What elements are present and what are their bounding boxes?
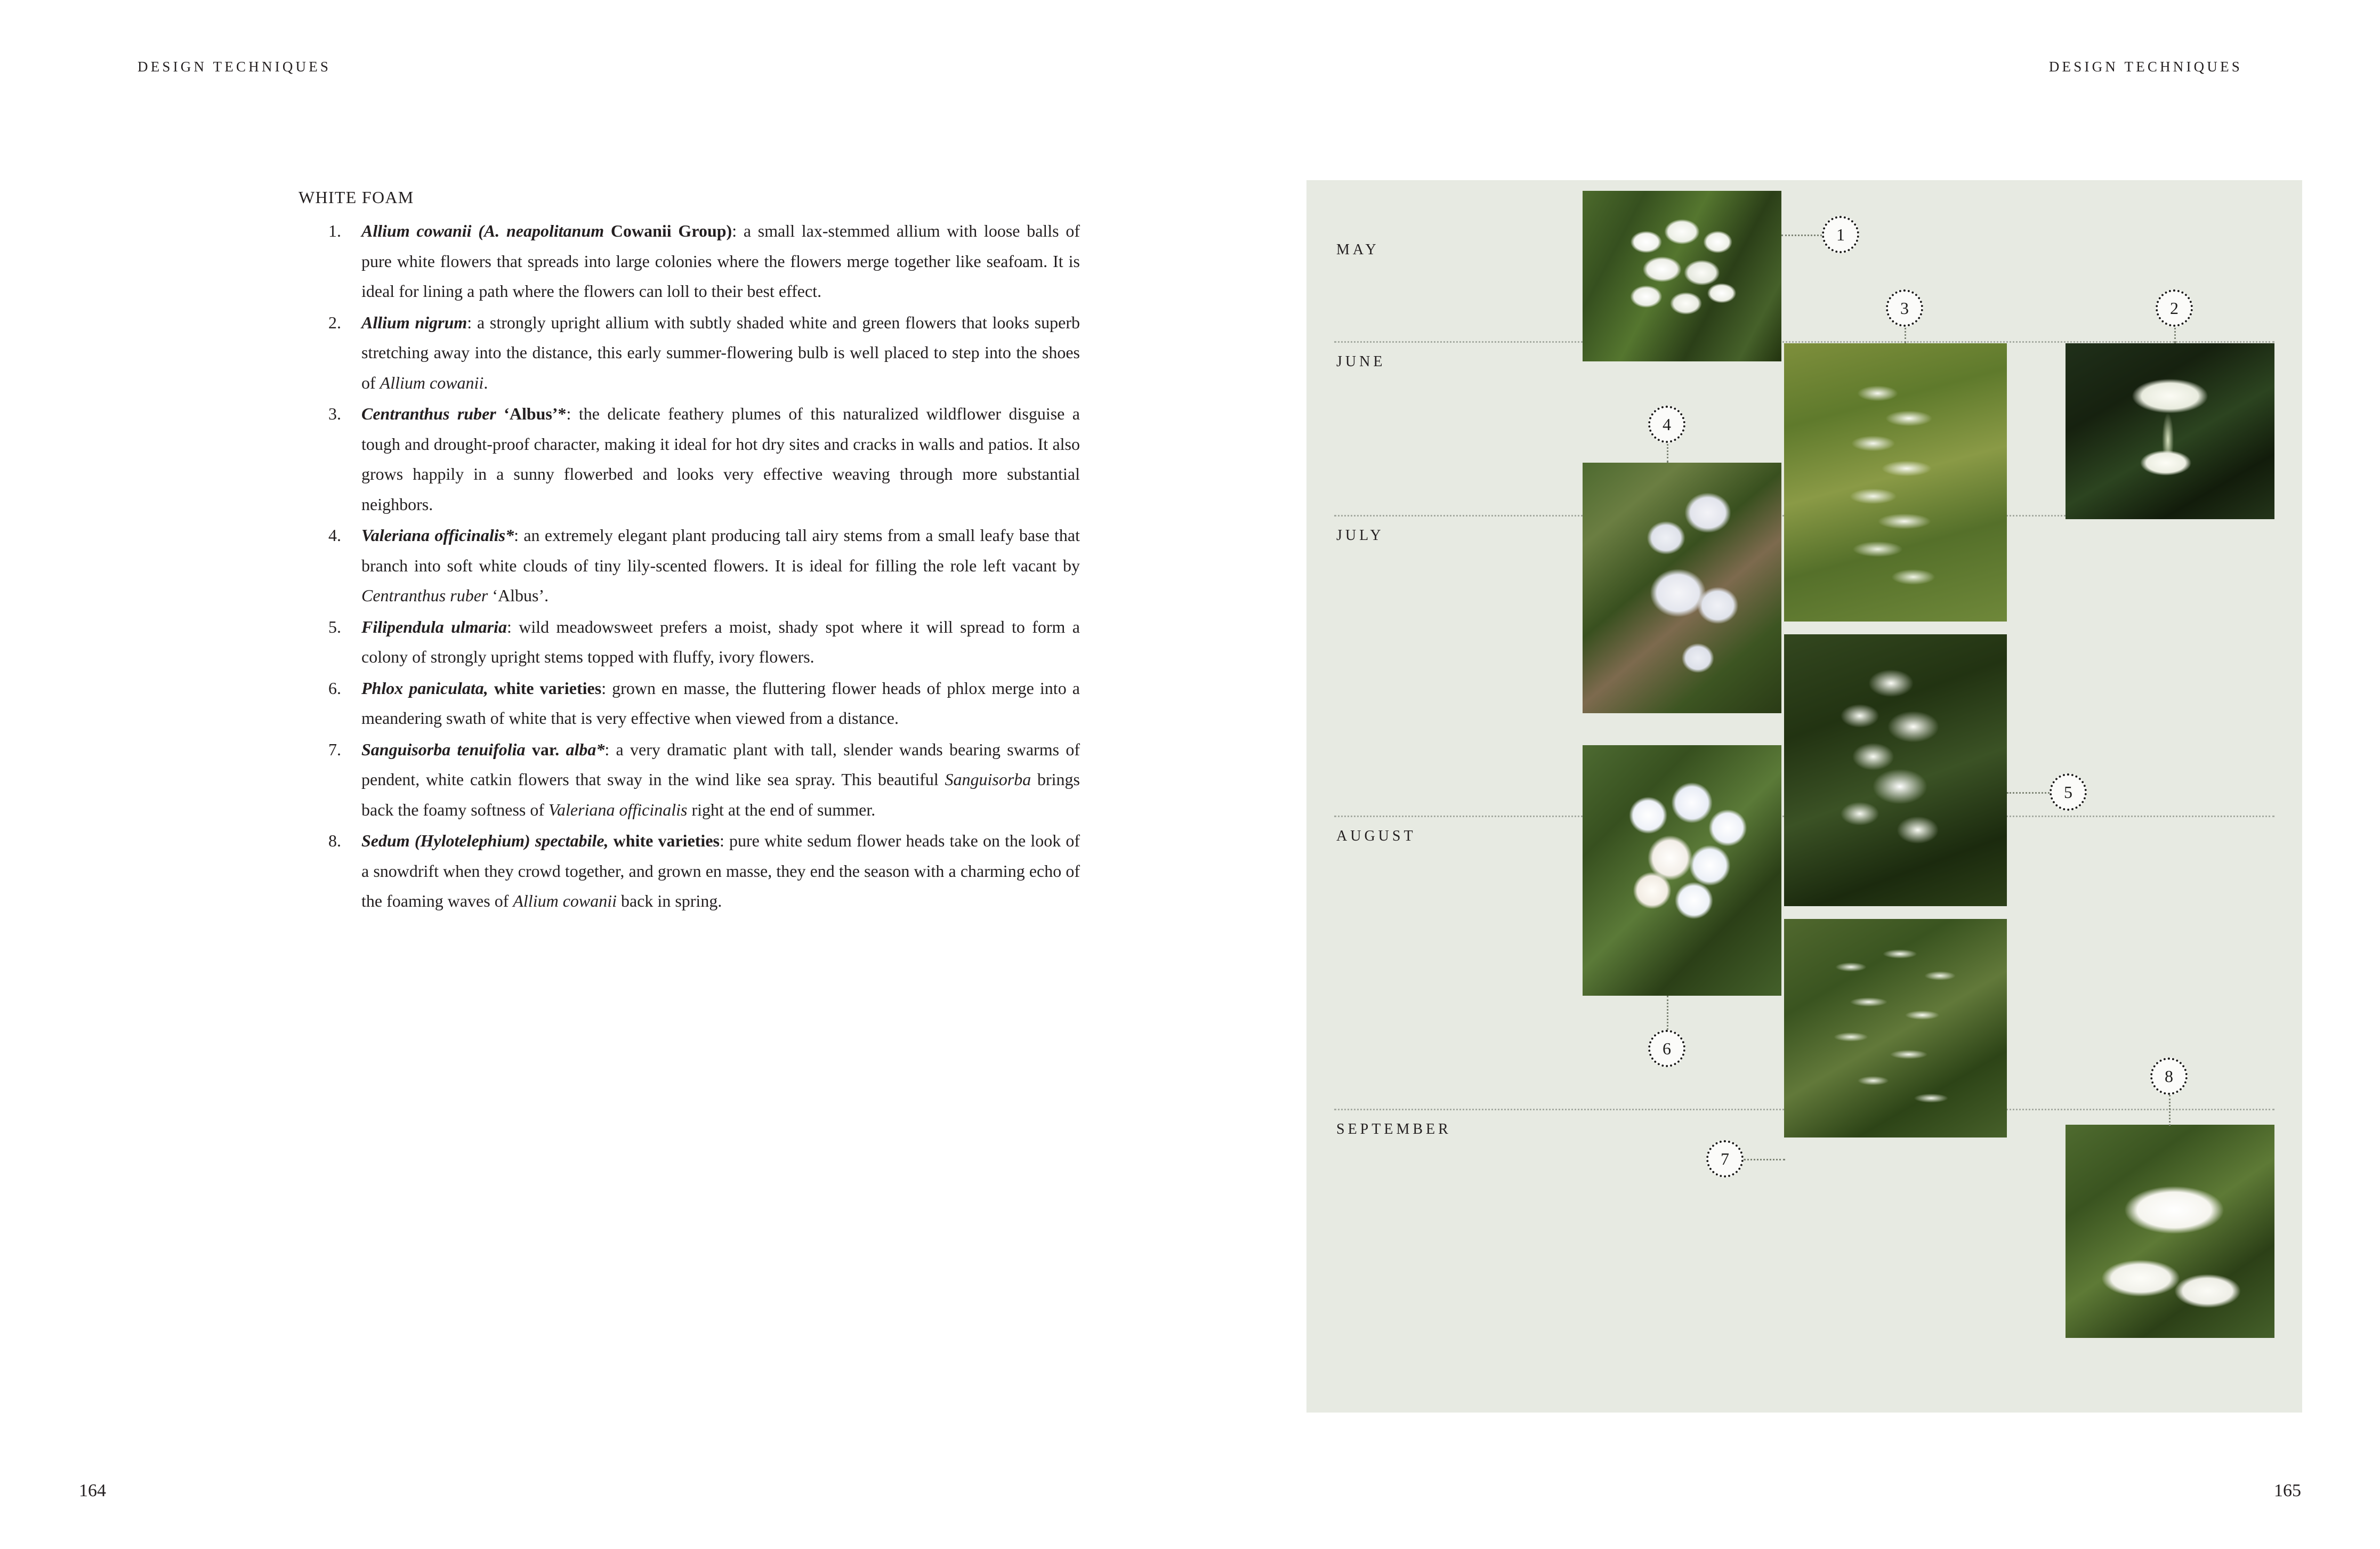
list-item <box>298 735 1080 825</box>
leader-line-5 <box>2007 792 2050 794</box>
photo-allium-cowanii <box>1583 191 1781 361</box>
plant-description-end: right at the end of summer. <box>687 800 876 819</box>
plant-description: : a strongly upright allium with subtly shaded white and green flowers that looks superb stretching away into the distance, this early summer-flowering bulb is well placed to step into the shoes of <box>361 312 1080 392</box>
plant-name: Sedum (Hylotelephium) spectabile, <box>361 831 609 850</box>
seasonal-timeline-panel <box>1306 180 2302 1413</box>
leader-line-1 <box>1781 235 1822 236</box>
plant-reference: Centranthus ruber <box>361 586 488 605</box>
month-label-september: SEPTEMBER <box>1336 1121 1451 1137</box>
list-item <box>298 520 1080 611</box>
marker-4[interactable]: 4 <box>1648 406 1685 443</box>
plant-name: Valeriana officinalis* <box>361 526 514 545</box>
photo-sanguisorba-tenuifolia <box>1784 919 2007 1137</box>
plant-name-cont: var. <box>531 739 566 759</box>
photo-allium-nigrum <box>2066 343 2274 519</box>
photo-image <box>1784 919 2007 1137</box>
list-item <box>298 826 1080 916</box>
page-number-left: 164 <box>79 1481 106 1500</box>
plant-name-cont2: alba* <box>566 739 605 759</box>
plant-description-end: back in spring. <box>617 891 722 910</box>
text-column <box>298 188 1080 917</box>
list-item <box>298 216 1080 306</box>
marker-5[interactable]: 5 <box>2050 773 2087 811</box>
page-number-right: 165 <box>2274 1481 2301 1500</box>
month-label-august: AUGUST <box>1336 828 1416 844</box>
photo-image <box>1583 745 1781 996</box>
plant-description-end: ‘Albus’. <box>488 586 549 605</box>
plant-reference: Sanguisorba <box>945 770 1031 789</box>
photo-centranthus-ruber <box>1784 343 2007 622</box>
list-item <box>298 673 1080 733</box>
photo-valeriana-officinalis <box>1583 463 1781 713</box>
list-item <box>298 399 1080 519</box>
photo-image <box>1583 191 1781 361</box>
marker-6[interactable]: 6 <box>1648 1030 1685 1067</box>
month-label-june: JUNE <box>1336 353 1386 370</box>
photo-image <box>1784 343 2007 622</box>
section-subhead: WHITE FOAM <box>298 188 414 207</box>
month-divider-june <box>1334 341 2274 343</box>
plant-reference-2: Valeriana officinalis <box>548 800 688 819</box>
plant-name: Filipendula ulmaria <box>361 617 507 636</box>
plant-description: : wild meadowsweet prefers a moist, shady spot where it will spread to form a colony of strongly upright stems topped with fluffy, ivory flowers. <box>361 617 1080 666</box>
plant-name-cont: white varieties <box>488 678 602 698</box>
photo-phlox-paniculata <box>1583 745 1781 996</box>
marker-1[interactable]: 1 <box>1822 216 1859 253</box>
plant-description: : a small lax-stemmed allium with loose balls of pure white flowers that spreads into large colonies where the flowers merge together like seafoam. It is ideal for lining a path where the flowers can loll to their best effect. <box>361 221 1080 301</box>
plant-name: Phlox paniculata, <box>361 678 488 698</box>
plant-reference: Allium cowanii <box>513 891 617 910</box>
list-item <box>298 308 1080 398</box>
plant-name: Sanguisorba tenuifolia <box>361 739 532 759</box>
marker-8[interactable]: 8 <box>2150 1058 2188 1095</box>
photo-sedum-spectabile <box>2066 1125 2274 1338</box>
plant-list <box>298 216 1080 916</box>
plant-description-mid: brings back the foamy softness of <box>361 770 1080 819</box>
photo-image <box>2066 1125 2274 1338</box>
leader-line-6 <box>1667 996 1668 1030</box>
plant-description: : pure white sedum flower heads take on the look of a snowdrift when they crowd together, and grown en masse, they end the season with a charming echo of the foaming waves of <box>361 831 1080 910</box>
plant-description: : a very dramatic plant with tall, slender wands bearing swarms of pendent, white catkin flowers that sway in the wind like sea spray. This beautiful <box>361 739 1080 789</box>
photo-filipendula-ulmaria <box>1784 634 2007 906</box>
marker-2[interactable]: 2 <box>2156 289 2193 327</box>
plant-name-cont: ‘Albus’* <box>504 404 567 423</box>
plant-description-end: . <box>483 373 488 392</box>
plant-description: : grown en masse, the fluttering flower heads of phlox merge into a meandering swath of white that is very effective when viewed from a distance. <box>361 678 1080 728</box>
photo-image <box>1583 463 1781 713</box>
leader-line-8 <box>2169 1095 2171 1126</box>
month-label-july: JULY <box>1336 527 1384 544</box>
plant-name: Allium nigrum <box>361 312 467 332</box>
month-label-may: MAY <box>1336 241 1379 258</box>
plant-name: Centranthus ruber <box>361 404 504 423</box>
plant-name: Allium cowanii (A. neapolitanum <box>361 221 604 240</box>
marker-7[interactable]: 7 <box>1706 1140 1744 1177</box>
leader-line-7 <box>1744 1159 1785 1160</box>
list-item <box>298 612 1080 672</box>
plant-description: : an extremely elegant plant producing tall airy stems from a small leafy base that branch into soft white clouds of tiny lily-scented flowers. It is ideal for filling the role left vacant by <box>361 526 1080 575</box>
plant-name-cont: Cowanii Group) <box>604 221 732 240</box>
photo-image <box>2066 343 2274 519</box>
plant-name-cont: white varieties <box>608 831 720 850</box>
marker-3[interactable]: 3 <box>1886 289 1923 327</box>
running-head-left: DESIGN TECHNIQUES <box>138 59 332 75</box>
plant-description: : the delicate feathery plumes of this naturalized wildflower disguise a tough and drought-proof character, making it ideal for hot dry sites and cracks in walls and patios. It also grows happily in a sunny flowerbed and looks very effective weaving through more substantial neighbors. <box>361 404 1080 514</box>
photo-image <box>1784 634 2007 906</box>
running-head-right: DESIGN TECHNIQUES <box>2048 59 2242 75</box>
plant-reference: Allium cowanii <box>380 373 484 392</box>
